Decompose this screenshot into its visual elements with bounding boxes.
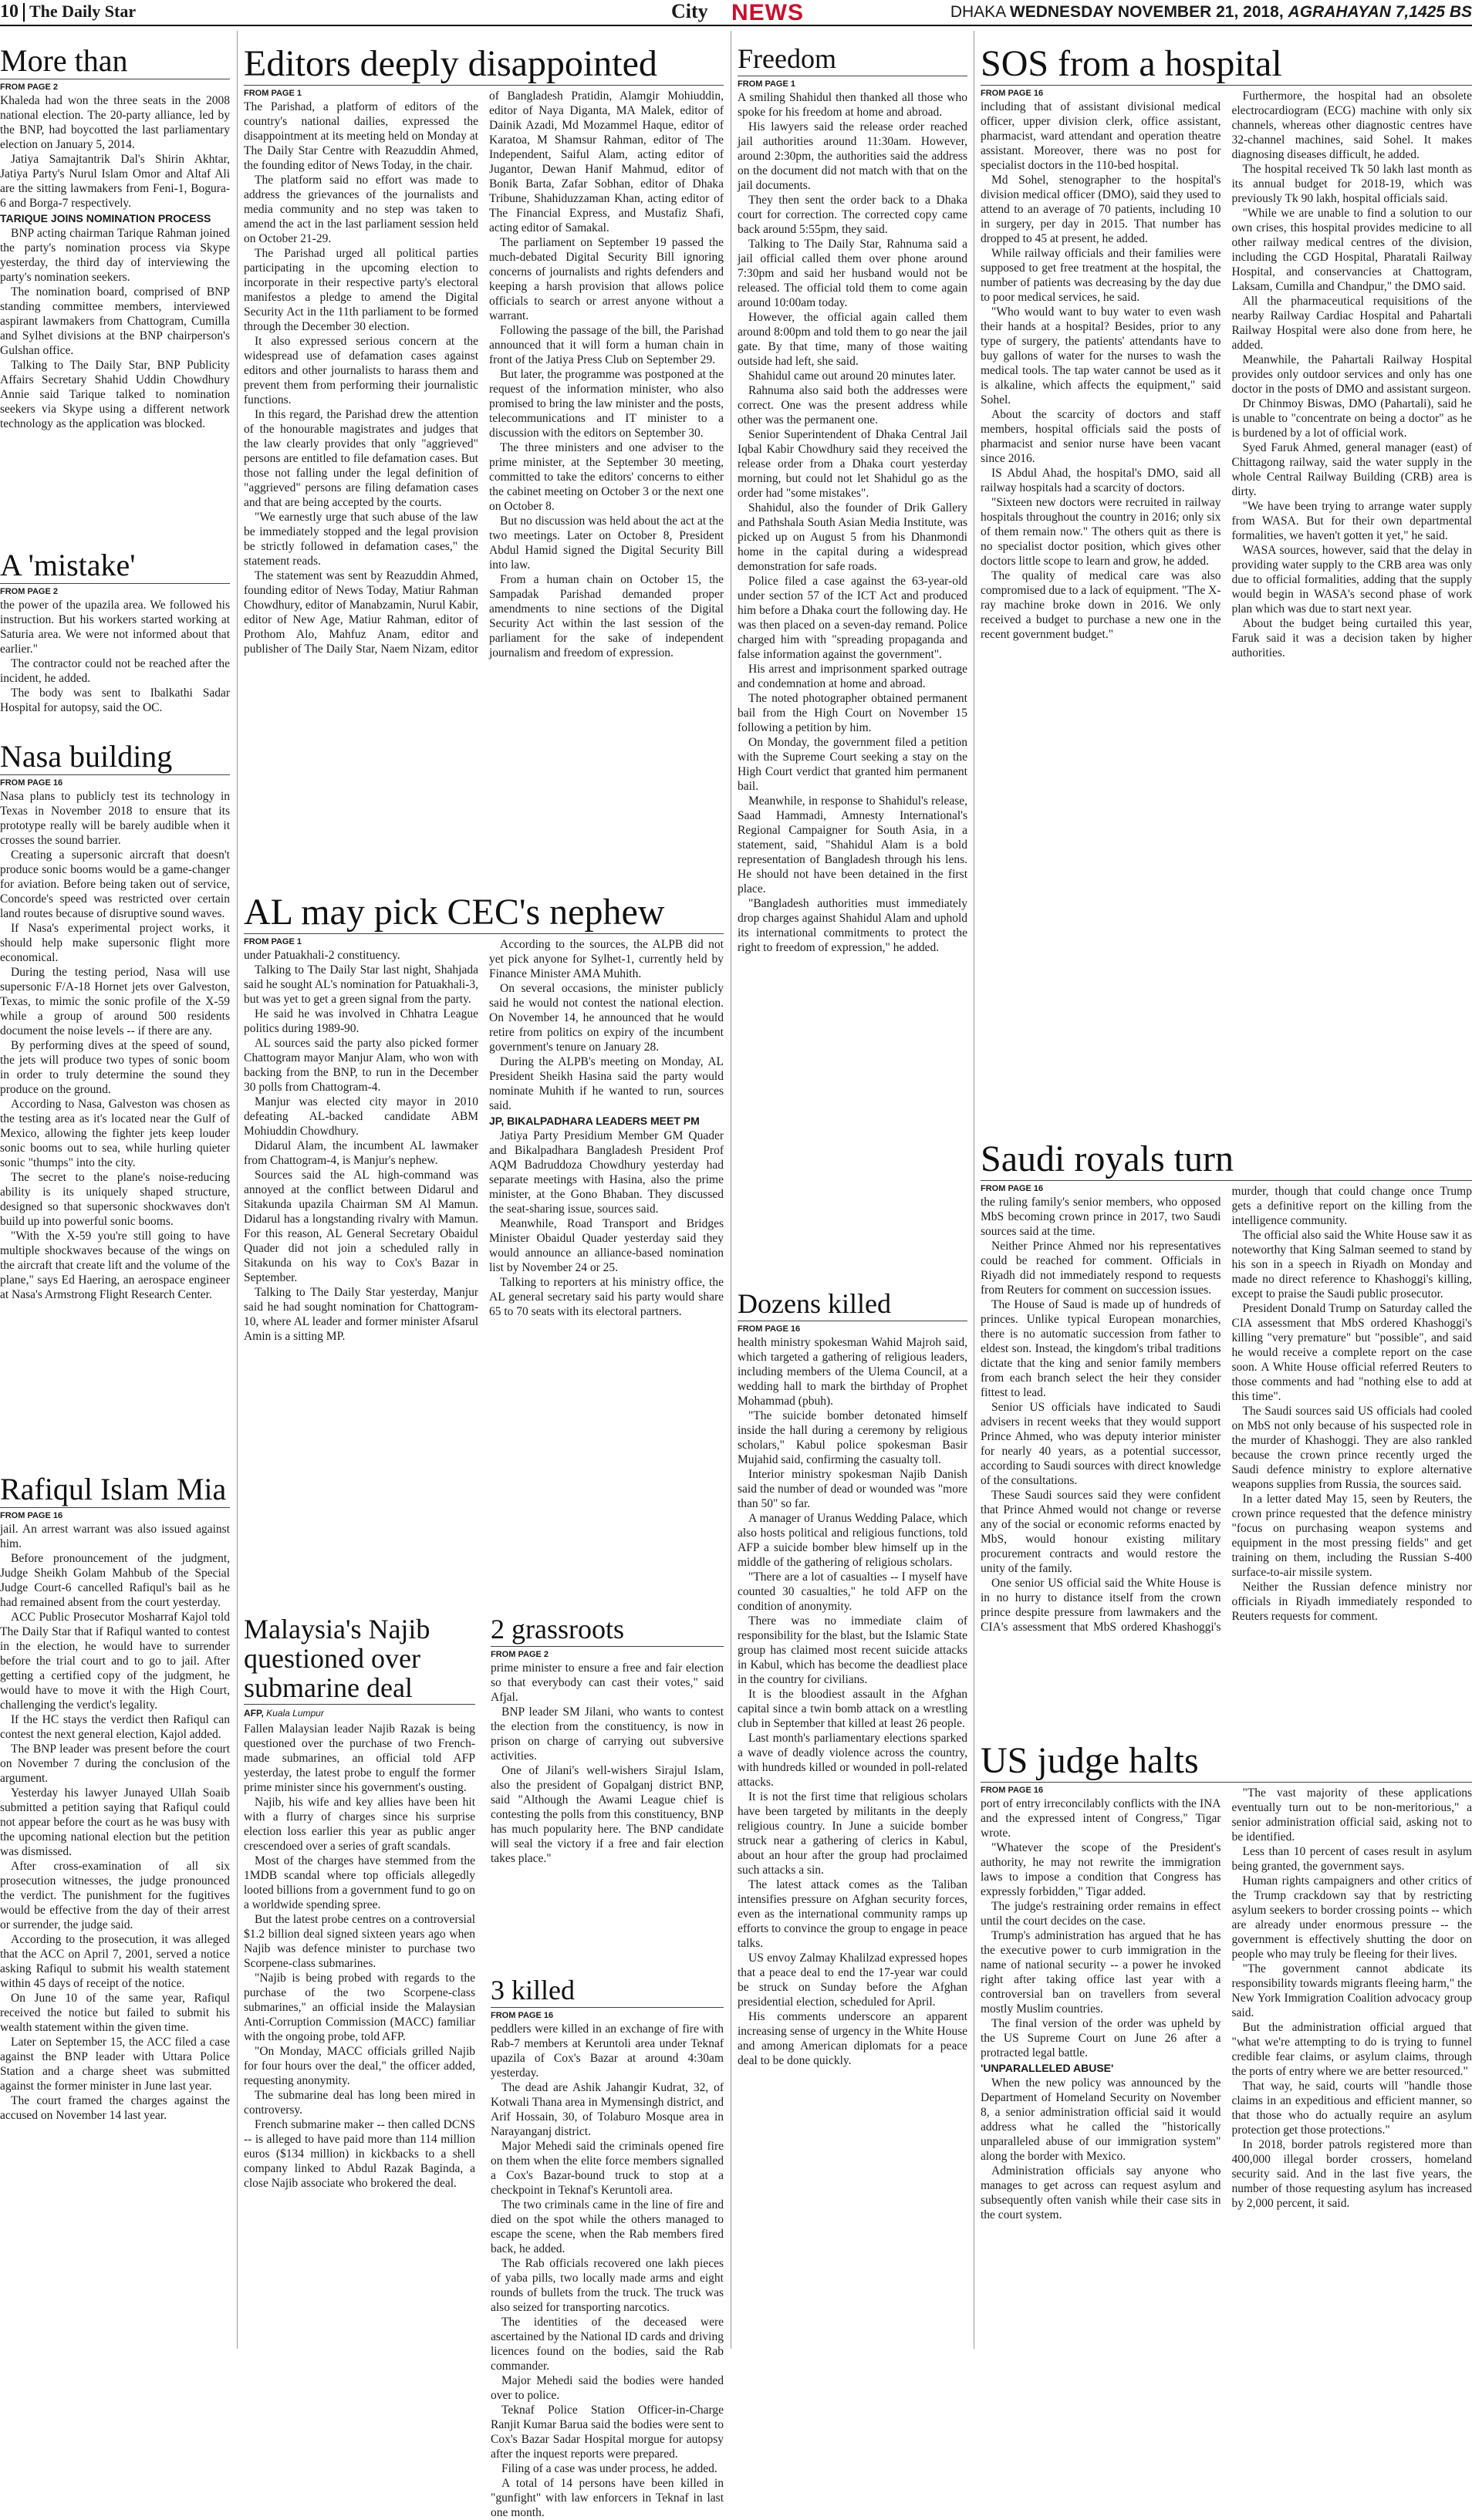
paragraph: Khaleda had won the three seats in the 2008 national election. The 20-party alliance, led by the BNP, had boycotted the last parliamentary election on January 5, 2014. xyxy=(0,93,230,152)
paragraph: Talking to The Daily Star, Rahnuma said a jail official called them over phone around 7:30pm and said her husband would not be released. The official told them to come again around 10:00am today. xyxy=(738,237,967,310)
paragraph: During the testing period, Nasa will use supersonic F/A-18 Hornet jets over Galveston, Texas, to mimic the sonic profile of the X-59 while a group of around 500 residents document the noise levels -- if there are any. xyxy=(0,965,230,1038)
paragraph: Meanwhile, in response to Shahidul's release, Saad Hammadi, Amnesty International's Regional Campaigner for South Asia, in a statement, said, "Shahidul Alam is a bold representation of Bangladesh through his lens. He should not have been detained in the first place. xyxy=(738,794,967,896)
paragraph: The statement was sent by Reazuddin Ahmed, founding editor of News Today, Matiur Rahman Chowdhury, editor of Manabzamin, Nurul Kabir, editor of New Age, Matiur Rahman, editor of Prothom Alo, Mahfuz Anam, editor and publisher of The Daily Star, Naem Nizam, editor of Bangladesh Pratidin, Alamgir Mohiuddin, editor of Naya Diganta, MA Malek, editor of Dainik Azadi, Md Mozammel Haque, editor of Karatoa, M Shamsur Rahman, editor of The Independent, Saiful Alam, acting editor of Jugantor, Dewan Hanif Mahmud, editor of Bonik Barta, Zafar Sobhan, editor of Dhaka Tribune, Shahiduzzaman Khan, acting editor of The Financial Express, and Mustafiz Shafi, acting editor of Samakal. xyxy=(244,89,724,660)
page-number: 10 xyxy=(0,2,19,22)
paragraph: ACC Public Prosecutor Mosharraf Kajol told The Daily Star that if Rafiqul wanted to contest in the election, he would have to surrender before the trial court and to go to jail. After getting a certified copy of the judgment, he would have to move it with the High Court, challenging the verdict's legality. xyxy=(0,1610,230,1712)
paragraph: Najib, his wife and key allies have been hit with a flurry of charges since his surprise election loss earlier this year as public anger crescendoed over a series of graft scandals. xyxy=(244,1795,475,1854)
paragraph: Meanwhile, the Pahartali Railway Hospital provides only outdoor services and only has one doctor in the posts of DMO and assistant surgeon. xyxy=(1232,353,1472,396)
from-page-label: FROM PAGE 16 xyxy=(491,2011,724,2020)
paragraph: A total of 14 persons have been killed in "gunfight" with law enforcers in Teknaf in last one month. xyxy=(491,2476,724,2520)
paragraph: Didarul Alam, the incumbent AL lawmaker from Chattogram-4, is Manjur's nephew. xyxy=(244,1139,478,1168)
headline-rule xyxy=(244,933,724,934)
paragraph: The latest attack comes as the Taliban intensifies pressure on Afghan security forces, even as the international community ramps up efforts to convince the group to engage in peace talks. xyxy=(738,1877,967,1951)
paragraph: Furthermore, the hospital had an obsolete electrocardiogram (ECG) machine with only six channels, whereas other diagnostic centres have 32-channel machines, said Sohel. It makes diagnosing diseases difficult, he added. xyxy=(1232,89,1472,162)
paragraph: The platform said no effort was made to address the grievances of the journalists and media community and no step was taken to amend the act in the last parliament session held on October 21-29. xyxy=(244,173,478,246)
story-headline: Malaysia's Najib questioned over submarine deal xyxy=(244,1615,475,1702)
paragraph: The official also said the White House saw it as noteworthy that King Salman seemed to stand by his son in a speech in Riyadh on Monday and made no direct reference to Khashoggi's killing, except to praise the Saudi public prosecutor. xyxy=(1232,1228,1472,1301)
paragraph: Last month's parliamentary elections sparked a wave of deadly violence across the country, with hundreds killed or wounded in poll-related attacks. xyxy=(738,1731,967,1790)
story-body xyxy=(981,1184,1472,1634)
from-page-label: FROM PAGE 16 xyxy=(0,1511,230,1520)
paragraph: The two criminals came in the line of fire and died on the spot while the others managed to escape the scene, when the Rab members fired back, he added. xyxy=(491,2198,724,2256)
paragraph: The final version of the order was upheld by the US Supreme Court on June 26 after a protracted legal battle. xyxy=(981,2016,1221,2060)
from-page-label: FROM PAGE 2 xyxy=(491,1650,724,1659)
paragraph: Shahidul came out around 20 minutes later. xyxy=(738,369,967,383)
paragraph: The court framed the charges against the accused on November 14 last year. xyxy=(0,2093,230,2123)
paragraph: It also expressed serious concern at the widespread use of defamation cases against editors and other journalists to harass them and prevent them from performing their journalistic functions. xyxy=(244,334,478,407)
paragraph: prime minister to ensure a free and fair election so that everybody can cast their votes," said Afjal. xyxy=(491,1661,724,1705)
paragraph: When the new policy was announced by the Department of Homeland Security on November 8, a senior administration official said it would address what he called the "historically unparalleled abuse of our immigration system" along the border with Mexico. xyxy=(981,2076,1221,2164)
paragraph: But the latest probe centres on a controversial $1.2 billion deal signed sixteen years ago when Najib was defence minister to purchase two Scorpene-class submarines. xyxy=(244,1912,475,1971)
story-sos-from-a-hospital xyxy=(981,45,1472,1134)
story-headline: AL may pick CEC's nephew xyxy=(244,893,724,932)
paragraph: Senior US officials have indicated to Saudi advisers in recent weeks that they would support Prince Ahmed, who was deputy interior minister for nearly 40 years, as a potential successor, according to Saudi sources with direct knowledge of the consultations. xyxy=(981,1400,1221,1488)
byline xyxy=(244,1708,475,1719)
paragraph: "Najib is being probed with regards to the purchase of the two Scorpene-class submarines," an official inside the Malaysian Anti-Corruption Commission (MACC) familiar with the ongoing probe, told AFP. xyxy=(244,1971,475,2044)
story-dozens-killed xyxy=(738,1290,967,2353)
story-body xyxy=(0,1511,230,2123)
paragraph: port of entry irreconcilably conflicts with the INA and the expressed intent of Congress," Tigar wrote. xyxy=(981,1796,1221,1840)
subhead: 'UNPARALLELED ABUSE' xyxy=(981,2062,1221,2074)
story-body xyxy=(981,1786,1472,2222)
paper-name: The Daily Star xyxy=(29,2,136,21)
story-us-judge-halts xyxy=(981,1742,1472,2353)
paragraph: While railway officials and their families were supposed to get free treatment at the hospital, the number of patients was decreasing by the day due to poor medical services, he said. xyxy=(981,246,1221,305)
paragraph: During the ALPB's meeting on Monday, AL President Sheikh Hasina said the party would nominate Muhith if he wanted to run, sources said. xyxy=(489,1054,724,1113)
story-body xyxy=(244,1708,475,2191)
paragraph: The secret to the plane's noise-reducing ability is its uniquely shaped structure, designed so that supersonic shockwaves don't build up into powerful sonic booms. xyxy=(0,1170,230,1229)
paragraph: Trump's administration has argued that he has the executive power to curb immigration in the name of national security -- a power he invoked right after taking office last year with a controversial ban on travellers from several mostly Muslim countries. xyxy=(981,1928,1221,2016)
paragraph: Rahnuma also said both the addresses were correct. One was the present address while other was the permanent one. xyxy=(738,383,967,427)
paragraph: The House of Saud is made up of hundreds of princes. Unlike typical European monarchies, there is no automatic succession from father to eldest son. Instead, the kingdom's tribal traditions dictate that the king and senior family members from each branch select the heir they consider fittest to lead. xyxy=(981,1297,1221,1400)
from-page-label: FROM PAGE 2 xyxy=(0,587,230,596)
paragraph: peddlers were killed in an exchange of fire with Rab-7 members at Keruntoli area under Teknaf upazila of Cox's Bazar at around 4:30am yesterday. xyxy=(491,2022,724,2080)
paragraph: "The vast majority of these applications eventually turn out to be non-meritorious," a senior administration official said, asking not to be identified. xyxy=(1232,1786,1472,1844)
masthead-divider xyxy=(23,3,25,22)
story-body xyxy=(491,1650,724,1866)
paragraph: Administration officials say anyone who manages to get across can request asylum and subsequently often vanish while their case sits in the court system. xyxy=(981,2164,1221,2222)
story-body xyxy=(491,2011,724,2520)
paragraph: One senior US official said the White House is in no hurry to distance itself from the crown prince despite pressure from lawmakers and the CIA's assessment that MbS ordered Khashoggi's murder, though that could change once Trump gets a definitive report on the killing from the intelligence community. xyxy=(981,1184,1472,1634)
paragraph: The Parishad urged all political parties participating in the upcoming election to incorporate in their respective party's electoral manifestos a pledge to amend the Digital Security Act in the 11th parliament to be formed through the December 30 election. xyxy=(244,246,478,334)
story-body xyxy=(244,937,724,1344)
paragraph: The parliament on September 19 passed the much-debated Digital Security Bill ignoring concerns of journalists and rights defenders and keeping a harsh provision that allows police officials to search or arrest anyone without a warrant. xyxy=(489,235,724,323)
paragraph: "On Monday, MACC officials grilled Najib for four hours over the deal," the officer added, requesting anonymity. xyxy=(244,2044,475,2088)
paragraph: the power of the upazila area. We followed his instruction. But his workers started working at Saturia area. We were not informed about that earlier." xyxy=(0,598,230,656)
story-headline: Dozens killed xyxy=(738,1290,967,1319)
paragraph: "The suicide bomber detonated himself inside the hall during a ceremony by religious scholars," Kabul police spokesman Basir Mujahid said, confirming the casualty toll. xyxy=(738,1408,967,1467)
paragraph: The three ministers and one adviser to the prime minister, at the September 30 meeting, committed to take the editors' concerns to either the cabinet meeting on October 3 or the next one on October 8. xyxy=(489,440,724,514)
paragraph: If the HC stays the verdict then Rafiqul can contest the next general election, Kajol added. xyxy=(0,1712,230,1742)
story-headline: US judge halts xyxy=(981,1742,1472,1780)
paragraph: "With the X-59 you're still going to have multiple shockwaves because of the wings on the aircraft that create lift and the volume of the plane," says Ed Haering, an aerospace engineer at Nasa's Armstrong Flight Research Center. xyxy=(0,1229,230,1302)
paragraph: In this regard, the Parishad drew the attention of the honourable magistrates and judges that the law clearly provides that only "aggrieved" persons are entitled to file defamation cases. But those not falling under the legal definition of "aggrieved" persons are filing defamation cases and that are being accepted by the courts. xyxy=(244,407,478,510)
paragraph: The noted photographer obtained permanent bail from the High Court on November 15 following a petition by him. xyxy=(738,691,967,735)
paragraph: The dead are Ashik Jahangir Kudrat, 32, of Kotwali Thana area in Mymensingh district, and Arif Hossain, 30, of Tolaburo Mosque area in Narayanganj district. xyxy=(491,2080,724,2139)
paragraph: President Donald Trump on Saturday called the CIA assessment that MbS ordered Khashoggi's killing "very premature" but "possible", and said he would receive a complete report on the case soon. A White House official referred Reuters to those comments and had "nothing else to add at this time". xyxy=(1232,1301,1472,1404)
paragraph: All the pharmaceutical requisitions of the nearby Railway Cardiac Hospital and Pahartali Railway Hospital were also done from here, he added. xyxy=(1232,294,1472,353)
headline-rule xyxy=(244,1704,475,1705)
column-rule xyxy=(237,31,238,2349)
story-body xyxy=(738,1324,967,2068)
masthead-left xyxy=(0,2,136,22)
from-page-label: FROM PAGE 1 xyxy=(244,89,478,98)
paragraph: Neither Prince Ahmed nor his representatives could be reached for comment. Officials in Riyadh did not immediately respond to requests from Reuters for comment on succession issues. xyxy=(981,1239,1221,1297)
paragraph: Jatiya Samajtantrik Dal's Shirin Akhtar, Jatiya Party's Nurul Islam Omor and Altaf Ali are the sitting lawmakers from Feni-1, Bogura-6 and Borga-7 respectively. xyxy=(0,152,230,211)
paragraph: A smiling Shahidul then thanked all those who spoke for his freedom at home and abroad. xyxy=(738,90,967,120)
paragraph: "Sixteen new doctors were recruited in railway hospitals throughout the country in 2016; only six of them remain now." The others quit as there is no specialist doctor position, which gives other doctors little scope to learn and grow, he added. xyxy=(981,495,1221,568)
paragraph: The body was sent to Ibalkathi Sadar Hospital for autopsy, said the OC. xyxy=(0,686,230,715)
date-prefix: DHAKA xyxy=(950,3,1005,21)
story-more-than xyxy=(0,45,230,542)
headline-rule xyxy=(491,2007,724,2008)
paragraph: Talking to The Daily Star, BNP Publicity Affairs Secretary Shahid Uddin Chowdhury Annie said Tarique talked to nomination seekers via Skype using a different network technology as the application was blocked. xyxy=(0,358,230,431)
paragraph: Interior ministry spokesman Najib Danish said the number of dead or wounded was "more than 50" so far. xyxy=(738,1467,967,1511)
story-headline: A 'mistake' xyxy=(0,549,230,582)
paragraph: "Bangladesh authorities must immediately drop charges against Shahidul Alam and uphold its international commitments to protect the right to freedom of expression," he added. xyxy=(738,896,967,955)
paragraph: Following the passage of the bill, the Parishad announced that it will form a human chain in front of the Jatiya Press Club on September 29. xyxy=(489,323,724,367)
paragraph: Less than 10 percent of cases result in asylum being granted, the government says. xyxy=(1232,1844,1472,1874)
story-headline: Freedom xyxy=(738,45,967,74)
story-a-mistake xyxy=(0,549,230,734)
from-page-label: FROM PAGE 16 xyxy=(0,778,230,788)
subhead: TARIQUE JOINS NOMINATION PROCESS xyxy=(0,212,230,224)
paragraph: Neither the Russian defence ministry nor officials in Riyadh immediately responded to Reuters requests for comment. xyxy=(1232,1580,1472,1624)
paragraph: Nasa plans to publicly test its technology in Texas in November 2018 to ensure that its prototype really will be barely audible when it crosses the sound barrier. xyxy=(0,789,230,848)
paragraph: Creating a supersonic aircraft that doesn't produce sonic booms would be a game-changer for aviation. Before being taken out of service, Concorde's speed was restricted over certain land routes because of disruptive sound waves. xyxy=(0,848,230,921)
paragraph: Yesterday his lawyer Junayed Ullah Soaib submitted a petition saying that Rafiqul could not appear before the court as he was busy with the upcoming national election but the petition was dismissed. xyxy=(0,1786,230,1859)
paragraph: Manjur was elected city mayor in 2010 defeating AL-backed candidate ABM Mohiuddin Chowdhury. xyxy=(244,1095,478,1139)
paragraph: Major Mehedi said the criminals opened fire on them when the elite force members signalled a Cox's Bazar-bound truck to stop at a checkpoint in Teknaf's Keruntoli area. xyxy=(491,2139,724,2198)
paragraph: But no discussion was held about the act at the two meetings. Later on October 8, President Abdul Hamid signed the Digital Security Bill into law. xyxy=(489,514,724,572)
date-bangla: AGRAHAYAN 7,1425 BS xyxy=(1288,3,1472,21)
paragraph: But later, the programme was postponed at the request of the information minister, who also promised to bring the law minister and the posts, telecommunications and IT minister to a discussion with the editors on September 30. xyxy=(489,367,724,440)
paragraph: He said he was involved in Chhatra League politics during 1989-90. xyxy=(244,1007,478,1036)
paragraph: The nomination board, comprised of BNP standing committee members, interviewed aspirant lawmakers from Chattogram, Cumilla and Sylhet divisions at the BNP chairperson's Gulshan office. xyxy=(0,285,230,358)
story-al-may-pick xyxy=(244,893,724,1607)
paragraph: "There are a lot of casualties -- I myself have counted 30 casualties," he told AFP on the condition of anonymity. xyxy=(738,1570,967,1614)
story-headline: More than xyxy=(0,45,230,77)
from-page-label: FROM PAGE 16 xyxy=(981,89,1221,98)
paragraph: According to the sources, the ALPB did not yet pick anyone for Sylhet-1, currently held by Finance Minister AMA Muhith. xyxy=(489,937,724,981)
paragraph: Dr Chinmoy Biswas, DMO (Pahartali), said he is unable to "concentrate on being a doctor" as he is burdened by a lot of official work. xyxy=(1232,396,1472,440)
paragraph: including that of assistant divisional medical officer, upper division clerk, office assistant, pharmacist, ward attendant and operation theatre assistant. Moreover, there was no post for specialist doctors in the 110-bed hospital. xyxy=(981,100,1221,173)
paragraph: the ruling family's senior members, who opposed MbS becoming crown prince in 2017, two Saudi sources said at the time. xyxy=(981,1195,1221,1239)
story-freedom xyxy=(738,45,967,1283)
headline-rule xyxy=(0,774,230,775)
paragraph: Police filed a case against the 63-year-old under section 57 of the ICT Act and produced him before a Dhaka court the following day. He was then placed on a seven-day remand. Police charged him with "spreading propaganda and false information against the government". xyxy=(738,574,967,662)
masthead xyxy=(0,0,1472,26)
story-headline: Nasa building xyxy=(0,740,230,773)
paragraph: Talking to The Daily Star yesterday, Manjur said he had sought nomination for Chattogram-10, where AL leader and former minister Afsarul Amin is a sitting MP. xyxy=(244,1285,478,1344)
from-page-label: FROM PAGE 1 xyxy=(738,79,967,89)
paragraph: Talking to reporters at his ministry office, the AL general secretary said his party would share 65 to 70 seats with its electoral partners. xyxy=(489,1275,724,1319)
story-headline: 2 grassroots xyxy=(491,1615,724,1645)
paragraph: "We earnestly urge that such abuse of the law be immediately stopped and the legal provision be strictly followed in defamation cases," the statement reads. xyxy=(244,510,478,568)
paragraph: Before pronouncement of the judgment, Judge Sheikh Golam Mahbub of the Special Judge Court-6 cancelled Rafiqul's bail as he had remained absent from the court yesterday. xyxy=(0,1551,230,1610)
paragraph: The submarine deal has long been mired in controversy. xyxy=(244,2088,475,2117)
paragraph: Jatiya Party Presidium Member GM Quader and Bikalpadhara Bangladesh President Prof AQM Badruddoza Chowdhury yesterday had separate meetings with Hasina, also the prime minister, at the Gono Bhaban. They discussed the seat-sharing issue, sources said. xyxy=(489,1128,724,1216)
paragraph: French submarine maker -- then called DCNS -- is alleged to have paid more than 114 million euros ($134 million) in kickbacks to a shell company linked to Abdul Razak Baginda, a close Najib associate who brokered the deal. xyxy=(244,2117,475,2191)
paragraph: Most of the charges have stemmed from the 1MDB scandal where top officials allegedly looted billions from a government fund to go on a worldwide spending spree. xyxy=(244,1854,475,1912)
paragraph: Sources said the AL high-command was annoyed at the conflict between Didarul and Sitakunda upazila Chairman SM Al Mamun. Didarul has a longstanding rivalry with Mamun. For this reason, AL General Secretary Obaidul Quader did not join a scheduled rally in Sitakunda on his way to Cox's Bazar in September. xyxy=(244,1168,478,1285)
paragraph: Talking to The Daily Star last night, Shahjada said he sought AL's nomination for Patuakhali-3, but was yet to get a green signal from the party. xyxy=(244,963,478,1007)
story-headline: Rafiqul Islam Mia xyxy=(0,1473,230,1506)
from-page-label: FROM PAGE 16 xyxy=(981,1184,1221,1193)
story-body xyxy=(981,89,1472,660)
paragraph: About the budget being curtailed this year, Faruk said it was a decision taken by higher authorities. xyxy=(1232,616,1472,660)
paragraph: That way, he said, courts will "handle those claims in an expeditious and efficient manner, so that those who do actually require an asylum protection get those protections." xyxy=(1232,2079,1472,2137)
paragraph: On several occasions, the minister publicly said he would not contest the national election. On November 14, he announced that he would retire from politics on expiry of the incumbent government's tenure on January 28. xyxy=(489,981,724,1054)
paragraph: There was no immediate claim of responsibility for the blast, but the Islamic State group has claimed most recent suicide attacks in Kabul, which has become the deadliest place in the country for civilians. xyxy=(738,1614,967,1687)
headline-rule xyxy=(981,85,1472,86)
paragraph: US envoy Zalmay Khalilzad expressed hopes that a peace deal to end the 17-year war could be struck on Sunday before the Afghan presidential election, scheduled for April. xyxy=(738,1951,967,2009)
paragraph: According to the prosecution, it was alleged that the ACC on April 7, 2001, served a notice asking Rafiqul to submit his wealth statement within 45 days of receipt of the notice. xyxy=(0,1932,230,1991)
paragraph: under Patuakhali-2 constituency. xyxy=(244,948,478,963)
story-headline: Saudi royals turn xyxy=(981,1140,1472,1179)
paragraph: jail. An arrest warrant was also issued against him. xyxy=(0,1522,230,1551)
byline-place: Kuala Lumpur xyxy=(266,1708,324,1719)
paragraph: health ministry spokesman Wahid Majroh said, which targeted a gathering of religious leaders, including members of the Ulema Council, at a wedding hall to mark the birthday of Prophet Mohammad (pbuh). xyxy=(738,1335,967,1408)
paragraph: Senior Superintendent of Dhaka Central Jail Iqbal Kabir Chowdhury said they received the release order from a Dhaka court yesterday morning, but could not let Shahidul go as the order had "some mistakes". xyxy=(738,427,967,501)
headline-rule xyxy=(0,1507,230,1508)
story-headline: 3 killed xyxy=(491,1976,724,2006)
paragraph: But the administration official argued that "what we're attempting to do is trying to funnel credible fear claims, or asylum claims, through the ports of entry where we are better resourced." xyxy=(1232,2020,1472,2079)
headline-rule xyxy=(491,1646,724,1647)
paragraph: These Saudi sources said they were confident that Prince Ahmed would not change or reverse any of the social or economic reforms enacted by MbS, would honour existing military procurement contracts and would restore the unity of the family. xyxy=(981,1488,1221,1576)
byline-agency: AFP, xyxy=(244,1708,264,1719)
paragraph: In 2018, border patrols registered more than 400,000 illegal border crossers, homeland security said. And in the last five years, the number of those requesting asylum has increased by 2,000 percent, it said. xyxy=(1232,2137,1472,2211)
story-editors-deeply-disappointed xyxy=(244,45,724,886)
from-page-label: FROM PAGE 1 xyxy=(244,937,478,946)
paragraph: Fallen Malaysian leader Najib Razak is being questioned over the purchase of two French-made submarines, an official told AFP yesterday, the latest probe to engulf the former prime minister since his government's ousting. xyxy=(244,1722,475,1795)
subhead: JP, BIKALPADHARA LEADERS MEET PM xyxy=(489,1115,724,1127)
story-body xyxy=(0,778,230,1302)
paragraph: Filing of a case was under process, he added. xyxy=(491,2461,724,2476)
paragraph: The BNP leader was present before the court on November 7 during the conclusion of the argument. xyxy=(0,1742,230,1786)
section-name: City xyxy=(671,0,708,23)
paragraph: AL sources said the party also picked former Chattogram mayor Manjur Alam, who won with backing from the BNP, to run in the December 30 polls from Chattogram-4. xyxy=(244,1036,478,1095)
paragraph: On Monday, the government filed a petition with the Supreme Court seeking a stay on the High Court verdict that granted him permanent bail. xyxy=(738,735,967,794)
paragraph: "While we are unable to find a solution to our own crises, this hospital provides medicine to all other railway medical centres of the division, including the CGD Hospital, Pharatali Railway Hospital, and conservancies at Chattogram, Laksam, Cumilla and Chandpur," the DMO said. xyxy=(1232,206,1472,294)
paragraph: BNP leader SM Jilani, who wants to contest the election from the constituency, is now in prison on charge of carrying out subversive activities. xyxy=(491,1705,724,1763)
issue-date xyxy=(950,3,1472,22)
paragraph: It is not the first time that religious scholars have been targeted by militants in the deeply religious country. In June a suicide bomber struck near a gathering of clerics in Kabul, about an hour after the group had proclaimed such attacks a sin. xyxy=(738,1790,967,1877)
story-nasa-building xyxy=(0,740,230,1466)
headline-rule xyxy=(244,85,724,86)
paragraph: Later on September 15, the ACC filed a case against the BNP leader with Uttara Police Station and a charge sheet was submitted against the former minister in June last year. xyxy=(0,2035,230,2093)
paragraph: Teknaf Police Station Officer-in-Charge Ranjit Kumar Barua said the bodies were sent to Cox's Bazar Sadar Hospital morgue for autopsy after the inquest reports were prepared. xyxy=(491,2403,724,2461)
paragraph: Shahidul, also the founder of Drik Gallery and Pathshala South Asian Media Institute, was picked up on August 5 from his Dhanmondi home in the capital during a widespread demonstration for safe roads. xyxy=(738,501,967,574)
from-page-label: FROM PAGE 16 xyxy=(738,1324,967,1334)
story-rafiqul-islam-mia xyxy=(0,1473,230,2353)
paragraph: The Rab officials recovered one lakh pieces of yaba pills, two locally made arms and eight rounds of bullets from the truck. The truck was also seized for transporting narcotics. xyxy=(491,2256,724,2315)
paragraph: In a letter dated May 15, seen by Reuters, the crown prince requested that the defence ministry "focus on purchasing weapon systems and equipment in the most pressing fields" and get training on them, including the Russian S-400 surface-to-air missile system. xyxy=(1232,1492,1472,1580)
paragraph: It is the bloodiest assault in the Afghan capital since a twin bomb attack on a wrestling club in September that killed at least 26 people. xyxy=(738,1687,967,1731)
headline-rule xyxy=(0,583,230,584)
paragraph: His lawyers said the release order reached jail authorities around 11:30am. However, around 2:30pm, the authorities said the address on the document did not match with that on the jail documents. xyxy=(738,120,967,193)
story-body xyxy=(738,79,967,955)
story-headline: Editors deeply disappointed xyxy=(244,45,724,83)
paragraph: However, the official again called them around 8:00pm and told them to go near the jail gate. By that time, many of those waiting outside had left, she said. xyxy=(738,310,967,369)
paragraph: "Who would want to buy water to even wash their hands at a hospital? Besides, prior to any type of surgery, the patients' attendants have to buy gallons of water for the nurses to wash the medical tools. The tap water cannot be used as it is alkaline, which affects the equipment," said Sohel. xyxy=(981,305,1221,407)
paragraph: They then sent the order back to a Dhaka court for correction. The corrected copy came back around 5:55pm, they said. xyxy=(738,193,967,237)
from-page-label: FROM PAGE 2 xyxy=(0,83,230,92)
story-saudi-royals-turn xyxy=(981,1140,1472,1734)
paragraph: According to Nasa, Galveston was chosen as the testing area as it's located near the Gulf of Mexico, allowing the fighter jets keep louder sonic booms out to sea, while hurling quieter sonic "thumps" into the city. xyxy=(0,1097,230,1170)
paragraph: After cross-examination of all six prosecution witnesses, the judge pronounced the verdict. The punishment for the fugitives would be effective from the day of their arrest or surrender, the judge said. xyxy=(0,1859,230,1932)
paragraph: His arrest and imprisonment sparked outrage and condemnation at home and abroad. xyxy=(738,662,967,691)
story-body xyxy=(0,587,230,715)
paragraph: The Parishad, a platform of editors of the country's national dailies, expressed the disappointment at its meeting held on Monday at The Daily Star Centre with Reazuddin Ahmed, the founding editor of News Today, in the chair. xyxy=(244,100,478,173)
paragraph: "The government cannot abdicate its responsibility towards migrants fleeing harm," the New York Immigration Coalition advocacy group said. xyxy=(1232,1962,1472,2020)
date-main: WEDNESDAY NOVEMBER 21, 2018, xyxy=(1010,3,1284,21)
story-body xyxy=(0,83,230,431)
paragraph: WASA sources, however, said that the delay in providing water supply to the CRB area was only due to official formalities, adding that the supply would begin in WASA's second phase of work plan which was due to start next year. xyxy=(1232,543,1472,616)
paragraph: The identities of the deceased were ascertained by the National ID cards and driving licences found on the bodies, said the Rab commander. xyxy=(491,2315,724,2373)
paragraph: One of Jilani's well-wishers Sirajul Islam, also the president of Gopalganj district BNP, said "Although the Awami League chief is contesting the polls from this constituency, BNP has much popularity here. The BNP candidate will seal the victory if a free and fair election takes place." xyxy=(491,1763,724,1866)
paragraph: The judge's restraining order remains in effect until the court decides on the case. xyxy=(981,1899,1221,1928)
paragraph: "Whatever the scope of the President's authority, he may not rewrite the immigration laws to impose a condition that Congress has expressly forbidden," Tigar added. xyxy=(981,1840,1221,1899)
paragraph: Major Mehedi said the bodies were handed over to police. xyxy=(491,2373,724,2403)
story-2-grassroots xyxy=(491,1615,724,1970)
paragraph: The hospital received Tk 50 lakh last month as its annual budget for 2018-19, which was previously Tk 90 lakh, hospital officials said. xyxy=(1232,162,1472,206)
paragraph: Human rights campaigners and other critics of the Trump crackdown say that by restricting asylum seekers to border crossing points -- which are already under enormous pressure -- the government is effectively shutting the door on people who may truly be fleeing for their lives. xyxy=(1232,1874,1472,1962)
paragraph: Md Sohel, stenographer to the hospital's division medical officer (DMO), said they used to attend to an average of 70 patients, including 10 in surgery, per day in 2015. That number has dropped to 45 at present, he added. xyxy=(981,173,1221,246)
story-3-killed xyxy=(491,1976,724,2353)
paragraph: IS Abdul Ahad, the hospital's DMO, said all railway hospitals had a scarcity of doctors. xyxy=(981,466,1221,495)
paragraph: Meanwhile, Road Transport and Bridges Minister Obaidul Quader yesterday said they would announce an alliance-based nomination list by November 24 or 25. xyxy=(489,1216,724,1275)
paragraph: A manager of Uranus Wedding Palace, which also hosts political and religious functions, told AFP a suicide bomber blew himself up in the middle of the gathering of religious scholars. xyxy=(738,1511,967,1570)
paragraph: Syed Faruk Ahmed, general manager (east) of Chittagong railway, said the water supply in the whole Central Railway Building (CRB) area is dirty. xyxy=(1232,440,1472,499)
paragraph: "We have been trying to arrange water supply from WASA. But for their own departmental formalities, we haven't gotten it yet," he said. xyxy=(1232,499,1472,543)
story-headline: SOS from a hospital xyxy=(981,45,1472,83)
paragraph: By performing dives at the speed of sound, the jets will produce two types of sonic boom in order to truly determine the sound they produce on the ground. xyxy=(0,1038,230,1097)
paragraph: The quality of medical care was also compromised due to a lack of equipment. "The X-ray machine broke down in 2016. We only received a budget to purchase a new one in the recent government budget." xyxy=(981,568,1221,642)
paragraph: From a human chain on October 15, the Sampadak Parishad demanded proper amendments to nine sections of the Digital Security Act within the last session of the parliament for the sake of independent journalism and freedom of expression. xyxy=(489,572,724,660)
headline-rule xyxy=(981,1180,1472,1181)
paragraph: On June 10 of the same year, Rafiqul received the notice but failed to submit his wealth statement within the given time. xyxy=(0,1991,230,2035)
story-body xyxy=(244,89,724,660)
paragraph: If Nasa's experimental project works, it should help make supersonic flight more economical. xyxy=(0,921,230,965)
paragraph: The contractor could not be reached after the incident, he added. xyxy=(0,656,230,686)
paragraph: His comments underscore an apparent increasing sense of urgency in the White House and among American diplomats for a peace deal to be done quickly. xyxy=(738,2009,967,2068)
section-tag: NEWS xyxy=(731,0,804,26)
headline-rule xyxy=(981,1782,1472,1783)
paragraph: The Saudi sources said US officials had cooled on MbS not only because of his suspected role in the murder of Khashoggi. They are also rankled because the crown prince recently urged the Saudi defence ministry to explore alternative weapons supplies from Russia, the sources said. xyxy=(1232,1404,1472,1492)
story-malaysia-najib xyxy=(244,1615,475,2352)
from-page-label: FROM PAGE 16 xyxy=(981,1786,1221,1795)
paragraph: About the scarcity of doctors and staff members, hospital officials said the posts of pharmacist and senior nurse have been vacant since 2016. xyxy=(981,407,1221,466)
paragraph: BNP acting chairman Tarique Rahman joined the party's nomination process via Skype yesterday, the third day of interviewing the party's nomination seekers. xyxy=(0,226,230,285)
